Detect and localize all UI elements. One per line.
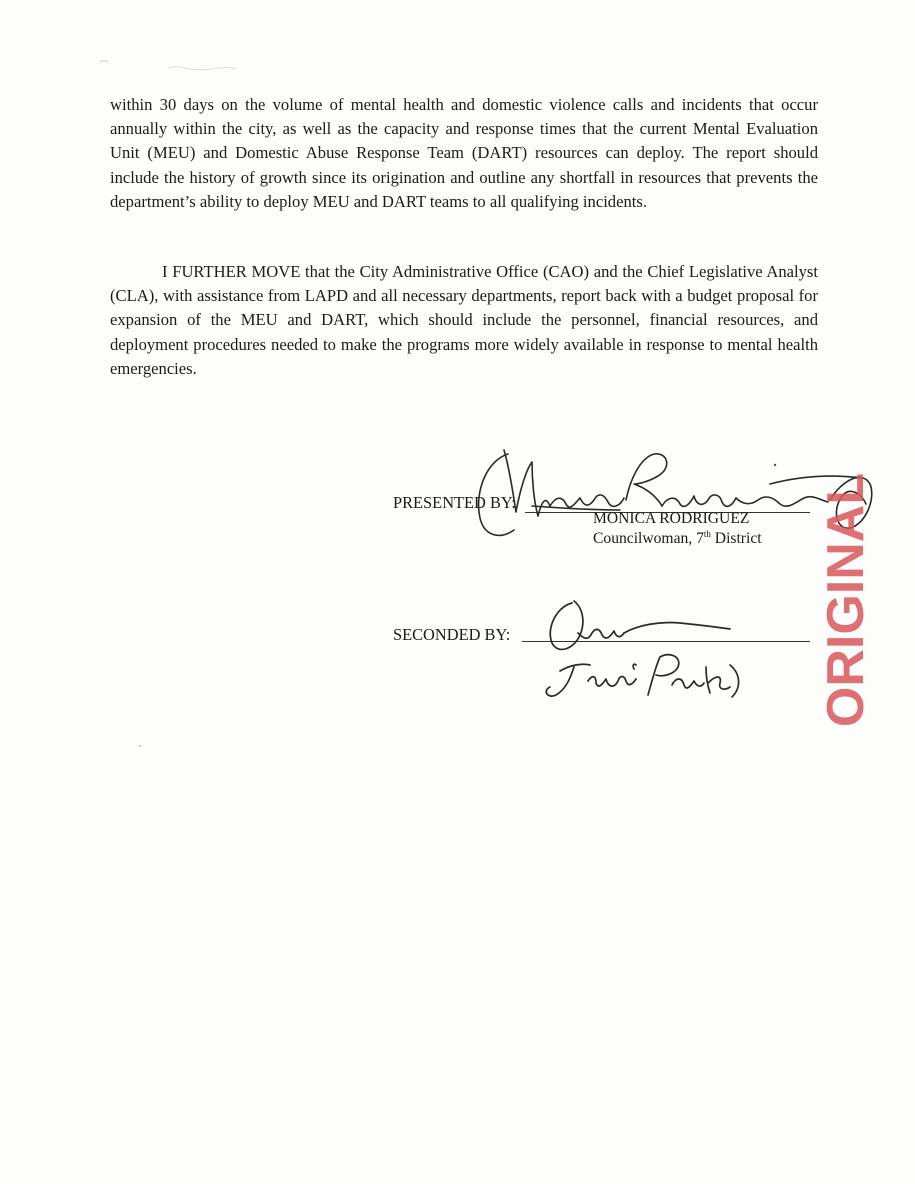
body-paragraph-1: within 30 days on the volume of mental health and domestic violence calls and incidents that occur annually within the city, as well as the capacity and response times that the current Mental Evaluation Unit (MEU) and Domestic Abuse Response Team (DART) resources can deploy. The report should include the history of growth since its origination and outline any shortfall in resources that prevents the department’s ability to deploy MEU and DART teams to all qualifying incidents.: [110, 95, 818, 211]
park-signature-text: Traci Park: [530, 585, 535, 586]
rodriguez-signature-text: Monica Rodriguez: [470, 440, 478, 441]
body-paragraph-2: I FURTHER MOVE that the City Administrative Office (CAO) and the Chief Legislative Analyst (CLA), with assistance from LAPD and all necessary departments, report back with a budget proposal for expansion of the MEU and DART, which should include the personnel, financial resources, and deployment procedures needed to make the programs more widely available in response to mental health emergencies.: [110, 262, 818, 378]
presenter-title-prefix: Councilwoman, 7: [593, 530, 704, 547]
presenter-title-ordinal: th: [703, 529, 711, 539]
park-signature: [530, 585, 750, 715]
seconded-signature-line: [522, 641, 810, 642]
original-stamp: [817, 472, 875, 728]
presented-by-label: PRESENTED BY:: [393, 493, 516, 512]
original-stamp-text: ORIGINAL: [817, 472, 875, 728]
seconded-by-label: SECONDED BY:: [393, 625, 511, 644]
presenter-name: MONICA RODRIGUEZ: [593, 510, 750, 527]
presenter-title-suffix: District: [710, 530, 762, 547]
presenter-title: [593, 529, 762, 548]
